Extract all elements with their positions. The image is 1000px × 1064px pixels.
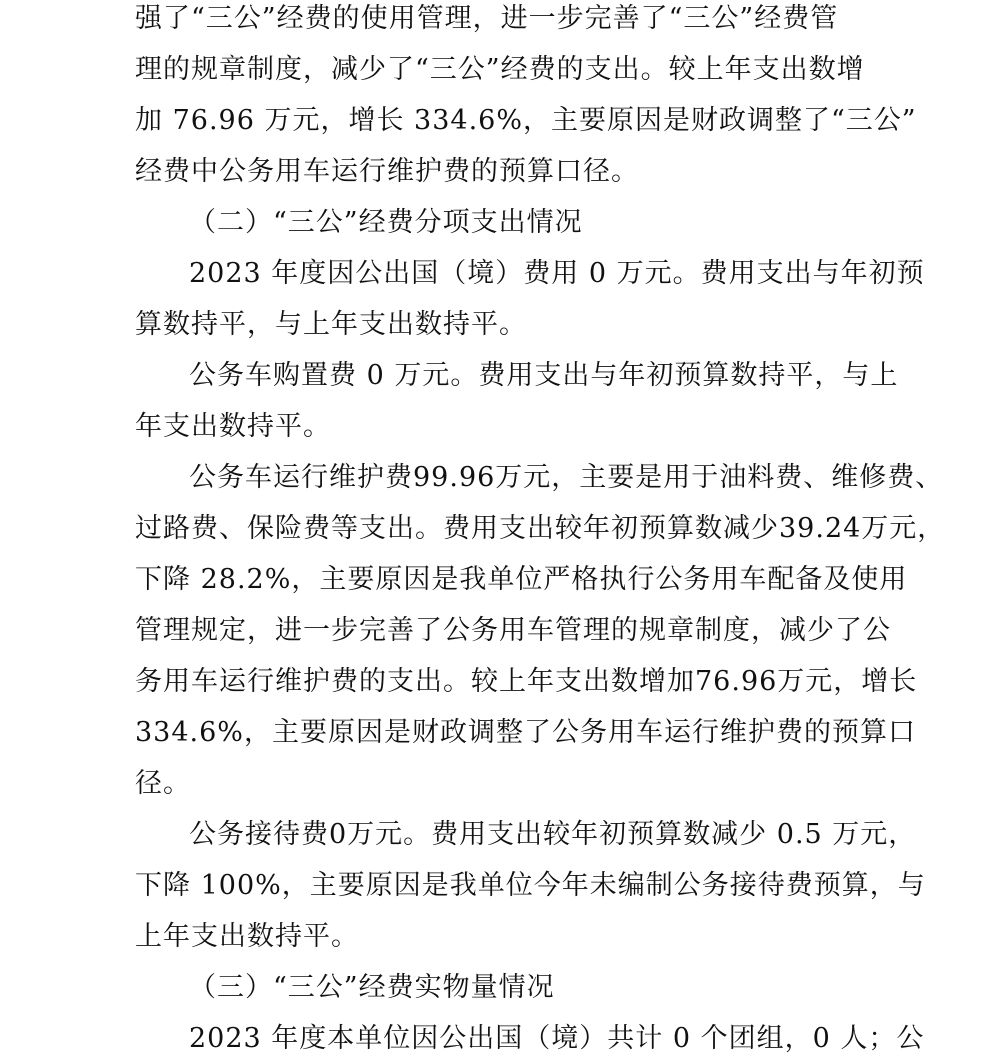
paragraph-line: 334.6%，主要原因是财政调整了公务用车运行维护费的预算口: [135, 717, 916, 748]
paragraph-line: 2023 年度本单位因公出国（境）共计 0 个团组，0 人；公: [189, 1023, 925, 1054]
paragraph-line: 务用车运行维护费的支出。较上年支出数增加76.96万元，增长: [135, 666, 918, 697]
paragraph-line: 算数持平，与上年支出数持平。: [135, 309, 527, 340]
section-heading-3: （三）“三公”经费实物量情况: [189, 972, 555, 1003]
paragraph-line: 下降 100%，主要原因是我单位今年未编制公务接待费预算，与: [135, 870, 926, 901]
paragraph-line: 年支出数持平。: [135, 411, 331, 442]
section-heading-2: （二）“三公”经费分项支出情况: [189, 207, 583, 238]
paragraph-line: 加 76.96 万元，增长 334.6%，主要原因是财政调整了“三公”: [135, 105, 917, 136]
paragraph-line: 公务车购置费 0 万元。费用支出与年初预算数持平，与上: [189, 360, 899, 391]
paragraph-line: 公务接待费0万元。费用支出较年初预算数减少 0.5 万元，: [189, 819, 917, 850]
paragraph-line: 2023 年度因公出国（境）费用 0 万元。费用支出与年初预: [189, 258, 925, 289]
paragraph-line: 强了“三公”经费的使用管理，进一步完善了“三公”经费管: [135, 3, 839, 34]
paragraph-line: 理的规章制度，减少了“三公”经费的支出。较上年支出数增: [135, 54, 865, 85]
paragraph-line: 过路费、保险费等支出。费用支出较年初预算数减少39.24万元，: [135, 513, 946, 544]
paragraph-line: 管理规定，进一步完善了公务用车管理的规章制度，减少了公: [135, 615, 891, 646]
paragraph-line: 经费中公务用车运行维护费的预算口径。: [135, 156, 639, 187]
paragraph-line: 径。: [135, 768, 191, 799]
paragraph-line: 上年支出数持平。: [135, 921, 359, 952]
paragraph-line: 下降 28.2%，主要原因是我单位严格执行公务用车配备及使用: [135, 564, 908, 595]
paragraph-line: 公务车运行维护费99.96万元，主要是用于油料费、维修费、: [189, 462, 944, 493]
